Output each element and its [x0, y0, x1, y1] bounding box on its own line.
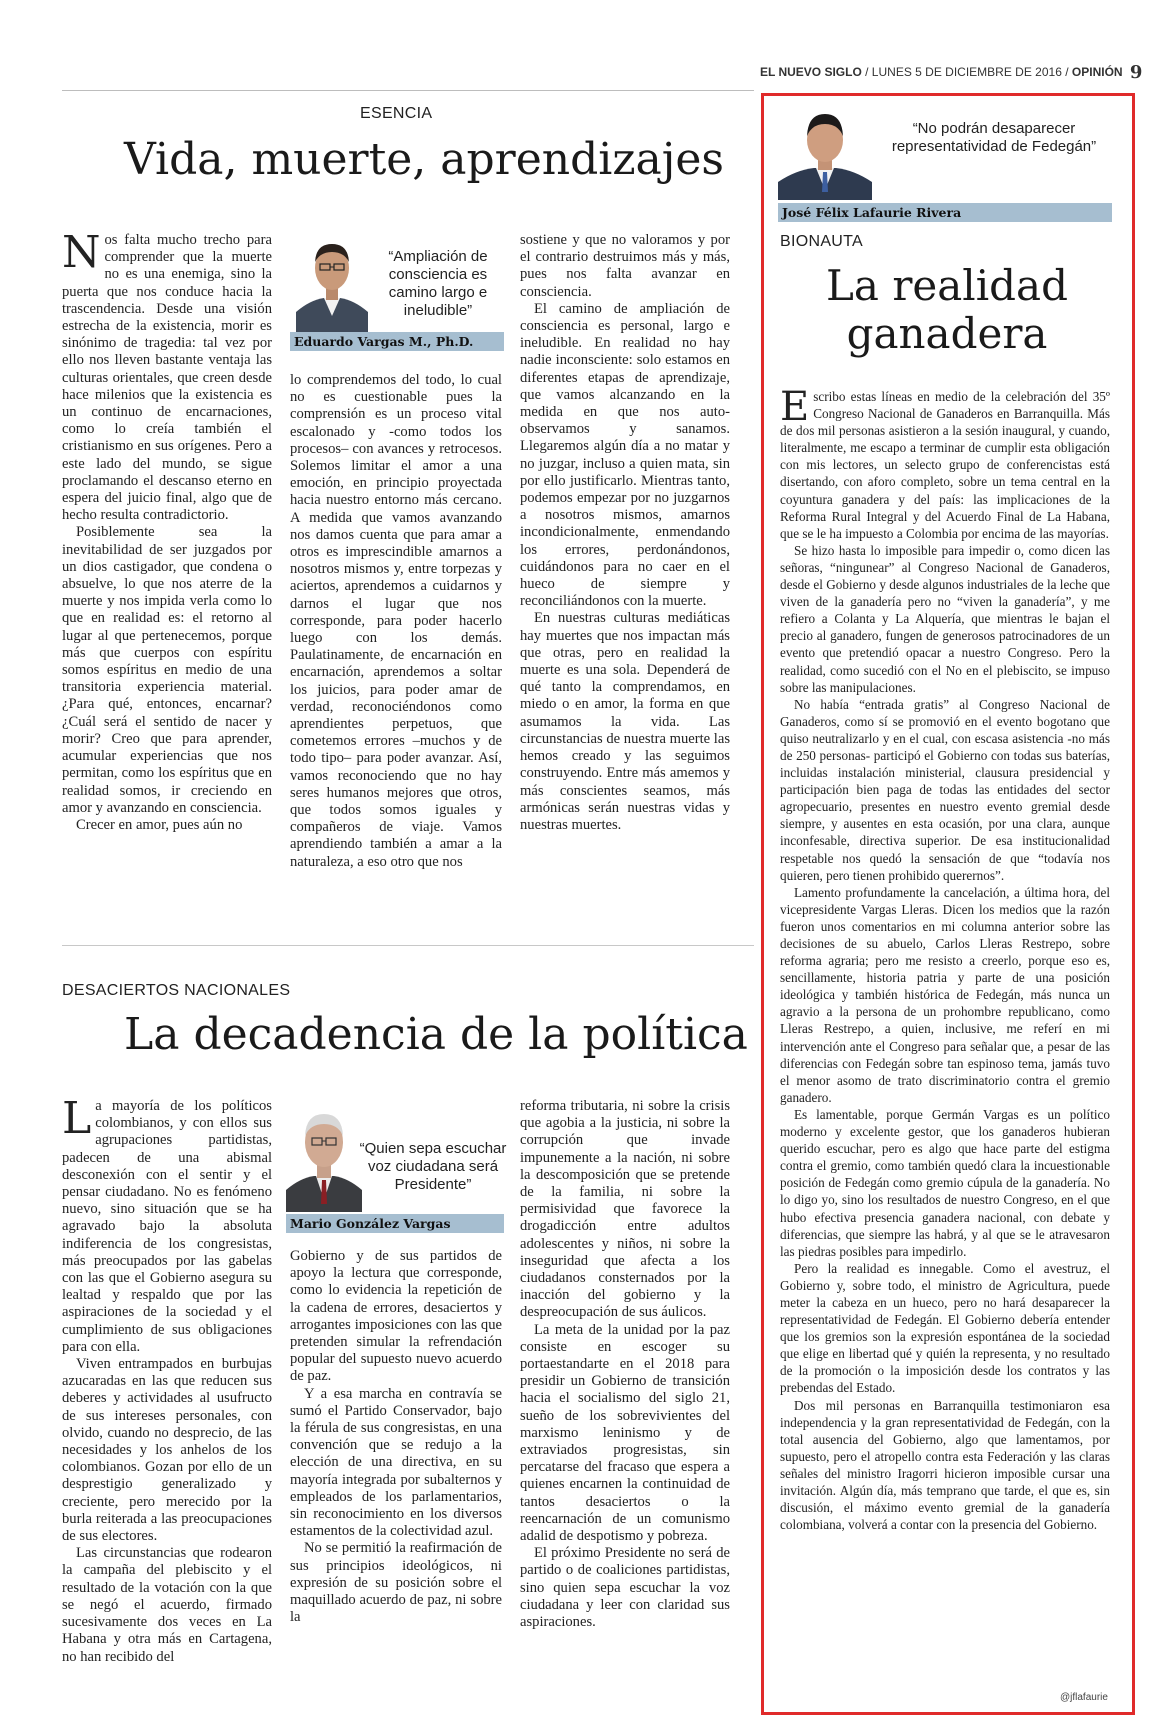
- article1-paragraph: El camino de ampliación de consciencia es personal, largo e ineludible. En realidad no hay nadie inconsciente: solo estamos en diferentes etapas de aprendizaje, que vamos alcanzando en la medida en que nos auto-observamos y sanamos. Llegaremos algún día a no matar y no juzgar, incluso a quien mata, sin por ello justificarlo. Mientras tanto, podemos empezar por no juzgarnos a nosotros mismos, amarnos incondicionalmente, enmendando los errores, perdonándonos, cuidándonos para no caer en el hueco de siempre y reconciliándonos con la muerte.: [520, 300, 730, 610]
- article3-dropcap: E: [780, 384, 810, 430]
- article1-paragraph: Posiblemente sea la inevitabilidad de ser juzgados por un dios castigador, que condena o absuelve, lo que nos aterre de la muerte y nos impida verla como lo que en realidad es: el retorno al lugar al que pertenecemos, porque más que cuerpos con espíritu somos espíritus en medio de una transitoria experiencia material. ¿Para qué, entonces, encarnar? ¿Cuál será el sentido de nacer y morir? Creo que para aprender, acumular experiencias que nos permitan, como los espíritus que en realidad somos, ir creciendo en amor y avanzando en consciencia.: [62, 524, 272, 816]
- article3-quote: “No podrán desaparecer representatividad de Fedegán”: [891, 120, 1097, 155]
- article2-paragraph: El próximo Presidente no será de partido o de coaliciones partidistas, sino quien sepa escuchar la voz ciudadana y leer con claridad sus aspiraciones.: [520, 1545, 730, 1631]
- article2-paragraph: a mayoría de los políticos colombianos, y con ellos sus agrupaciones partidistas, padecen de una abismal desconexión con el sentir y el pensar ciudadano. No es fenómeno nuevo, sino situación que se ha agravado bajo la absoluta indiferencia de los congresistas, más preocupados por las gabelas con las que el Gobierno asegura su lealtad y respaldo que por las aspiraciones de la sociedad y el cumplimiento de sus obligaciones para con ella.: [62, 1098, 272, 1355]
- page-number: 9: [1129, 62, 1143, 83]
- article3-paragraph: Pero la realidad es innegable. Como el avestruz, el Gobierno y, sobre todo, el ministro de Agricultura, puede meter la cabeza en un hueco, pero no hará desaparecer la representatividad de Fedegán. El Gobierno debería entender que los gremios son la expresión espontánea de la sociedad que elige en libertad qué y quién la representa, y no resultado de la promoción o la imposición desde los contratos y las prebendas del Estado.: [780, 1260, 1110, 1396]
- article1-paragraph: Crecer en amor, pues aún no: [76, 816, 243, 833]
- article1-column-3: [520, 232, 730, 834]
- article2-paragraph: Y a esa marcha en contravía se sumó el Partido Conservador, bajo la férula de sus congresistas, en una convención que se redujo a la elección de una directiva, en su mayoría integrada por subalternos y empleados de los parlamentarios, sin reconocimiento en los diversos estamentos de la colectividad azul.: [290, 1385, 502, 1540]
- article2-paragraph: La meta de la unidad por la paz consiste en escoger su portaestandarte en el 2018 para presidir un Gobierno de transición hacia el socialismo del siglo 21, sueño de los sobrevivientes del marxismo leninismo y de extraviados progresistas, sin percatarse del fracaso que espera a quienes encarnen la continuidad de tantos desaciertos o la reencarnación de un comunismo adalid de despotismo y pobreza.: [520, 1321, 730, 1545]
- article2-column-1: [62, 1093, 272, 1666]
- article3-paragraph: Lamento profundamente la cancelación, a última hora, del vicepresidente Vargas Lleras. Dicen los medios que la razón fueron unos comentarios en mi columna anterior sobre las decisiones de su abuelo, Carlos Lleras Restrepo, sobre reforma agraria; pero me resisto a creerlo, porque eso es, sencillamente, historia patria y parte de una posición ideológica y también histórica de Fedegán, más nunca un agravio a la persona de un prohombre republicano, como Lleras Restrepo, a quien, inclusive, me referí en mi intervención ante el Congreso para señalar que, a pesar de las diferencias con Fedegán sobre tan espinoso tema, jamás tuvo el menor asomo de trato discriminatorio contra el gremio ganadero.: [780, 884, 1110, 1105]
- article3-title-line: ganadera: [846, 309, 1048, 359]
- article2-paragraph: No se permitió la reafirmación de sus principios ideológicos, ni expresión de su posición sobre el maquillado acuerdo de paz, ni sobre la: [290, 1540, 502, 1626]
- author-photo: [778, 106, 872, 200]
- article2-paragraph: Viven entrampados en burbujas azucaradas en las que reducen sus deberes y actividades al usufructo de sus intereses personales, con olvido, cuando no desprecio, de las necesidades y los anhelos de los colombianos. Gozan por ello de un desprestigio generalizado y creciente, pero merecido por la burla reiterada a las preocupaciones de sus electores.: [62, 1356, 272, 1545]
- article3-paragraph: scribo estas líneas en medio de la celebración del 35º Congreso Nacional de Ganaderos en Barranquilla. Más de dos mil personas asistieron a la sesión inaugural, y cuando, literalmente, me escapo a terminar de cumplir esta obligación con mis lectores, un selecto grupo de conferencistas está disertando, con aforo completo, sobre un tema central en la coyuntura ganadera y del país: las implicaciones de la Reforma Rural Integral y del Acuerdo Final de La Habana, que se le ha impuesto a Colombia por encima de las mayorías.: [780, 389, 1110, 541]
- twitter-handle: @jflafaurie: [1060, 1692, 1108, 1703]
- article1-paragraph: os falta mucho trecho para comprender que la muerte no es una enemiga, sino la puerta que nos conduce hacia la trascendencia. Desde una visión estrecha de la existencia, morir es sinónimo de tragedia: tal vez por ello nos lleven bastante ventaja las culturas orientales, que creen desde hace milenios que la existencia es un continuo de encarnaciones, como lo creía también el cristianismo en sus orígenes. Pero a este lado del mundo, se sigue proclamando el descanso eterno en espera del juicio final, algo que de hecho resulta contradictorio.: [62, 232, 272, 524]
- article3-author: José Félix Lafaurie Rivera: [778, 203, 1112, 222]
- article1-column-1: [62, 227, 272, 834]
- article2-column-3: [520, 1098, 730, 1631]
- article3-paragraph: No había “entrada gratis” al Congreso Nacional de Ganaderos, como sí se promovió en el evento bogotano que quiso neutralizarlo y en el cual, con escasa asistencia -no más de 250 personas- participó el Gobierno con todas sus baterías, incluidas instalación ministerial, clausura presidencial y participación bien paga de todas las entidades del sector agropecuario, presentes en nuestro evento gremial desde siempre, y ausentes en esta ocasión, por una clara, aunque inconfesable, directiva superior. De esa institucionalidad respetable nos quedó la sensación de que “todavía nos quieren, pero tienen prohibido querernos”.: [780, 696, 1110, 883]
- article2-paragraph: reforma tributaria, ni sobre la crisis que agobia a la justicia, ni sobre la corrupción que invade impunemente a la nación, ni sobre la descomposición que se pretende de la familia, ni sobre la permisividad que favorece la drogadicción entre adultos adolescentes y niños, ni sobre la inseguridad que afecta a los ciudadanos consternados por la inacción del gobierno y la despreocupación de sus áulicos.: [520, 1098, 730, 1321]
- article2-paragraph: Las circunstancias que rodearon la campaña del plebiscito y el resultado de la votación con la que se negó el acuerdo, firmado sucesivamente dos veces en La Habana y otra más en Cartagena, no han recibido del: [62, 1545, 272, 1665]
- article1-column-2: [290, 372, 502, 871]
- article3-paragraph: Se hizo hasta lo imposible para impedir o, como dicen las señoras, “ningunear” al Congreso Nacional de Ganaderos, desde el Gobierno y desde algunos industriales de la leche que viven de la ganadería pero no “viven la ganadería”, y me refiero a Colanta y La Alquería, que mientras le bajan el precio al ganadero, fungen de generosos patrocinadores de un evento que pretendió opacar a nuestro Congreso. Pero la realidad, como sucedió con el No en el plebiscito, se impuso sobre las manipulaciones.: [780, 542, 1110, 695]
- article3-body: [780, 384, 1110, 1533]
- author-photo: [296, 230, 368, 332]
- article3-section: BIONAUTA: [780, 233, 864, 250]
- article1-quote: “Ampliación de consciencia es camino largo e ineludible”: [388, 248, 488, 319]
- article3-paragraph: Es lamentable, porque Germán Vargas es un político moderno y excelente gestor, que los ganaderos hubieran querido escuchar, pero es algo que hace parte del estigma contra el gremio, como también quedó clara la incuestionable posición de Fedegán como gremio cúpula de la ganadería. No lo digo yo, sino los resultados de nuestro Congreso, en el que hubo efectiva presencia ganadera nacional, con debate y diferencias, que siempre las habrá, y al que se le atravesaron las piedras posibles para impedirlo.: [780, 1106, 1110, 1259]
- article1-paragraph: En nuestras culturas mediáticas hay muertes que nos impactan más que otras, pero en realidad la muerte es una sola. Dependerá de qué tanto la comprendamos, en miedo o en amor, la forma en que asumamos la vida. Las circunstancias de nuestra muerte las hemos creado y las seguimos construyendo. Entre más amemos y más conscientes seamos, más armónicas serán nuestras vidas y nuestras muertes.: [520, 610, 730, 833]
- newspaper-name: EL NUEVO SIGLO: [760, 65, 862, 79]
- article1-section: ESENCIA: [360, 105, 433, 122]
- page-header: [760, 62, 1143, 84]
- article2-author: Mario González Vargas: [286, 1214, 504, 1233]
- article2-column-2: [290, 1248, 502, 1626]
- article2-title: La decadencia de la política: [124, 1009, 748, 1060]
- author-photo: [286, 1100, 362, 1212]
- article1-dropcap: N: [62, 227, 101, 278]
- article2-section: DESACIERTOS NACIONALES: [62, 982, 291, 999]
- article3-title: [780, 262, 1114, 359]
- article1-title: Vida, muerte, aprendizajes: [124, 134, 724, 185]
- article1-paragraph: lo comprendemos del todo, lo cual no es cuestionable pues la comprensión es un proceso vital escalonado y -como todos los procesos– con avances y retrocesos. Solemos limitar el amor a una emoción, en principio proyectada hacia nuestro entorno más cercano. A medida que vamos avanzando nos damos cuenta que para amar a otros es imprescindible amarnos a nosotros mismos y, entre torpezas y aciertos, aprendemos a cuidarnos y darnos el lugar que nos corresponde, para poder hacerlo luego con los demás. Paulatinamente, de encarnación en encarnación, aprendemos a soltar los juicios, para poder amar de verdad, reconociéndonos como aprendientes perpetuos, que cometemos errores –muchos y de todo tipo– para poder avanzar. Así, vamos reconociendo que no hay seres humanos mejores que otros, que todos somos iguales y compañeros de viaje. Vamos aprendiendo también a amar a la naturaleza, a eso otro que nos: [290, 372, 502, 870]
- article2-dropcap: L: [62, 1093, 92, 1144]
- header-date: / LUNES 5 DE DICIEMBRE DE 2016 /: [865, 65, 1069, 79]
- article3-paragraph: Dos mil personas en Barranquilla testimoniaron esa independencia y la gran representatividad de Fedegán, con la total ausencia del Gobierno, algo que lamentamos, por supuesto, pero el atropello contra esta Federación y las claras señales del ministro Iragorri hicieron imposible cursar una invitación. Algún día, más temprano que tarde, el que es, sin discusión, el máximo evento gremial de la ganadería colombiana, volverá a contar con la presencia del Gobierno.: [780, 1397, 1110, 1533]
- section-divider: [62, 945, 754, 946]
- article2-paragraph: Gobierno y de sus partidos de apoyo la lectura que corresponde, como lo evidencia la repetición de la cadena de errores, desaciertos y arrogantes imposiciones con las que pretenden simular la refrendación popular del supuesto nuevo acuerdo de paz.: [290, 1248, 502, 1385]
- article2-quote: “Quien sepa escuchar voz ciudadana será Presidente”: [359, 1140, 507, 1193]
- header-divider: [62, 90, 754, 91]
- article3-title-line: La realidad: [826, 261, 1068, 310]
- header-section: OPINIÓN: [1071, 65, 1123, 79]
- article1-author: Eduardo Vargas M., Ph.D.: [290, 332, 504, 351]
- article1-paragraph: sostiene y que no valoramos y por el contrario destruimos más y más, pues nos falta avanzar en consciencia.: [520, 232, 730, 300]
